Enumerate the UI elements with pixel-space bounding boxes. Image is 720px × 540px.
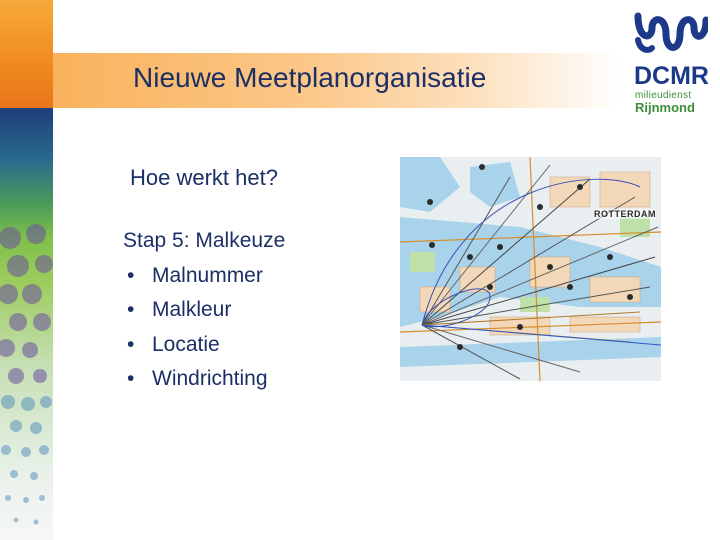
bullet-item: • Malnummer bbox=[123, 259, 285, 294]
map-city-label: ROTTERDAM bbox=[594, 209, 656, 219]
bullet-item: • Windrichting bbox=[123, 362, 285, 397]
bullet-list bbox=[123, 259, 285, 397]
bullet-item: • Malkleur bbox=[123, 293, 285, 328]
dcmr-wave-icon bbox=[634, 10, 708, 58]
rotterdam-map-image bbox=[400, 157, 661, 381]
slide-subtitle: Hoe werkt het? bbox=[130, 165, 278, 190]
logo-name: DCMR bbox=[634, 62, 709, 90]
left-accent-orange bbox=[0, 0, 53, 108]
map-drawing bbox=[400, 157, 661, 381]
slide-body bbox=[123, 224, 285, 397]
left-accent-bubbles bbox=[0, 108, 53, 540]
bullet-item: • Locatie bbox=[123, 328, 285, 363]
step-heading: Stap 5: Malkeuze bbox=[123, 229, 286, 252]
logo-line2: Rijnmond bbox=[635, 100, 695, 115]
dcmr-logo bbox=[632, 10, 712, 115]
slide-title: Nieuwe Meetplanorganisatie bbox=[133, 62, 487, 93]
logo-line1: milieudienst bbox=[635, 90, 692, 101]
